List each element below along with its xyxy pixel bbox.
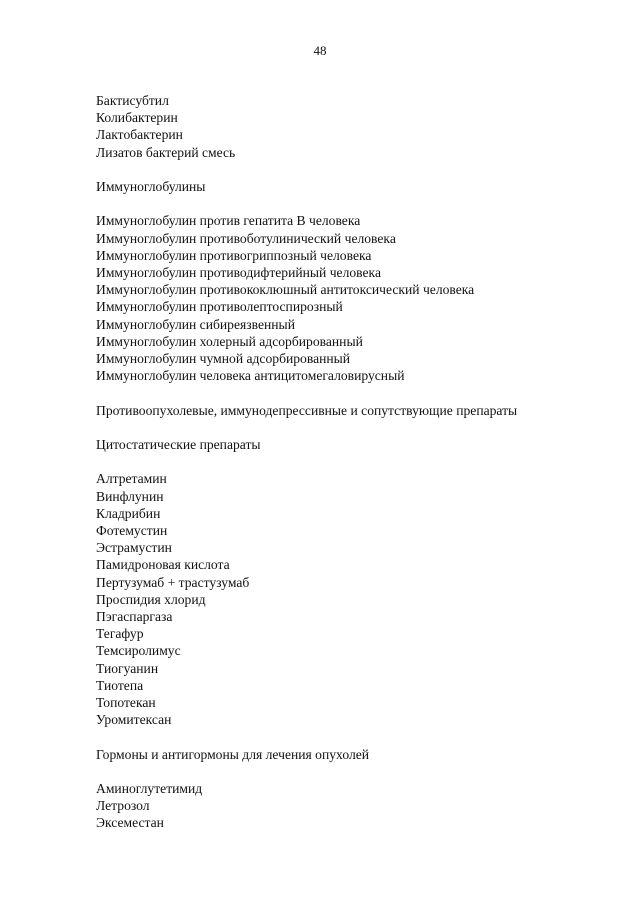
list-item: Эстрамустин	[96, 540, 172, 556]
list-item: Аминоглутетимид	[96, 781, 203, 797]
list-item: Иммуноглобулин человека антицитомегаловирусный	[96, 368, 405, 384]
list-item: Пэгаспаргаза	[96, 609, 173, 625]
page-number: 48	[313, 43, 327, 58]
list-item: Летрозол	[96, 798, 150, 814]
list-item: Эксеместан	[96, 815, 164, 831]
list-item: Фотемустин	[96, 523, 168, 538]
cytostatics-list	[96, 470, 616, 728]
list-item: Иммуноглобулин противоботулинический человека	[96, 230, 396, 246]
list-item: Лизатов бактерий смесь	[96, 144, 236, 160]
list-item: Иммуноглобулин сибиреязвенный	[96, 316, 295, 332]
list-item: Иммуноглобулин противодифтерийный человека	[96, 265, 381, 280]
list-item: Тиогуанин	[96, 660, 159, 676]
list-item: Иммуноглобулин холерный адсорбированный	[96, 333, 363, 349]
list-item: Иммуноглобулин противококлюшный антитоксический человека	[96, 282, 475, 298]
section-heading-antitumor: Противоопухолевые, иммунодепрессивные и сопутствующие препараты	[96, 402, 518, 418]
list-item: Пертузумаб + трастузумаб	[96, 574, 250, 590]
list-item: Тегафур	[96, 626, 144, 642]
list-item: Проспидия хлорид	[96, 591, 206, 607]
immunoglobulins-list	[96, 212, 616, 384]
list-item: Алтретамин	[96, 471, 167, 487]
list-item: Кладрибин	[96, 505, 161, 521]
section-heading-cytostatics: Цитостатические препараты	[96, 437, 261, 452]
section-heading-antitumor-wrap	[96, 402, 616, 419]
list-item: Винфлунин	[96, 488, 164, 504]
document-body	[96, 92, 616, 849]
list-item: Иммуноглобулин чумной адсорбированный	[96, 351, 351, 367]
list-item: Иммуноглобулин против гепатита В человека	[96, 213, 361, 229]
section-heading-hormones: Гормоны и антигормоны для лечения опухолей	[96, 746, 370, 762]
section-heading-cytostatics-wrap	[96, 436, 616, 453]
probiotics-list	[96, 92, 616, 161]
section-heading-hormones-wrap	[96, 746, 616, 763]
list-item: Тиотепа	[96, 677, 144, 693]
list-item: Колибактерин	[96, 110, 178, 126]
list-item: Топотекан	[96, 695, 156, 711]
list-item: Иммуноглобулин противогриппозный человека	[96, 247, 372, 263]
list-item: Темсиролимус	[96, 643, 181, 659]
list-item: Бактисубтил	[96, 93, 169, 108]
list-item: Уромитексан	[96, 712, 172, 728]
list-item: Памидроновая кислота	[96, 557, 230, 573]
list-item: Лактобактерин	[96, 127, 183, 143]
hormones-list	[96, 780, 616, 832]
section-heading-immunoglobulins-wrap	[96, 178, 616, 195]
list-item: Иммуноглобулин противолептоспирозный	[96, 299, 343, 315]
section-heading-immunoglobulins: Иммуноглобулины	[96, 179, 206, 194]
